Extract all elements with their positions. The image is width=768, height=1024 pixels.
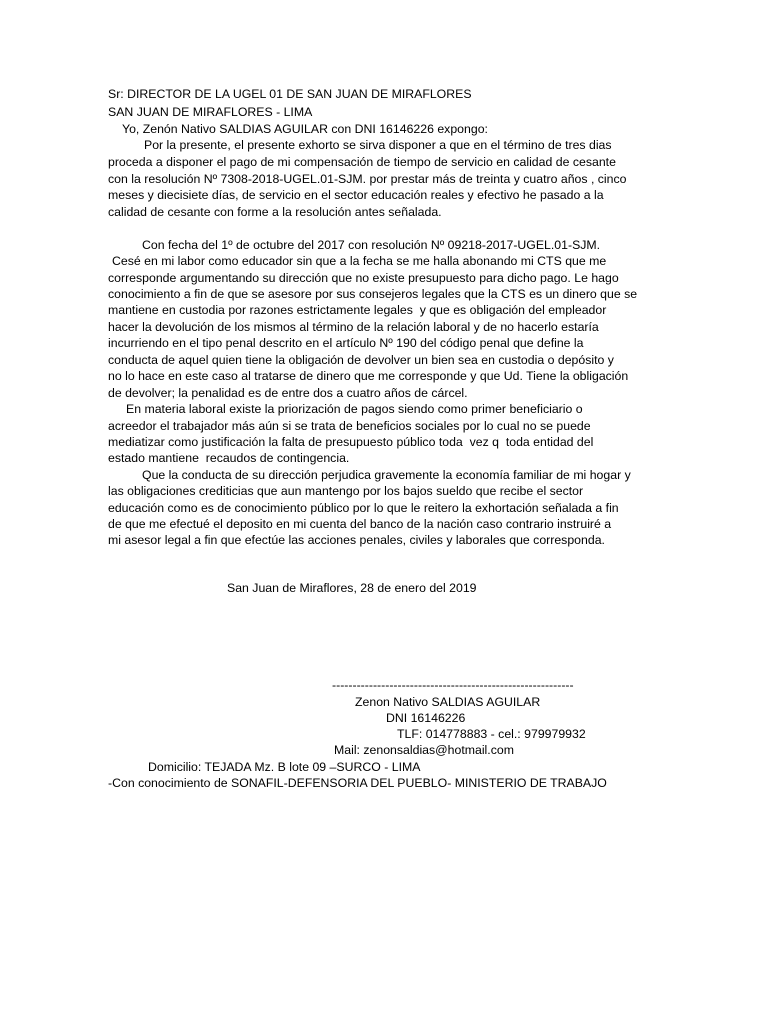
signer-address: Domicilio: TEJADA Mz. B lote 09 –SURCO - LIMA bbox=[148, 760, 421, 774]
paragraph-2-line: Con fecha del 1º de octubre del 2017 con resolución Nº 09218-2017-UGEL.01-SJM. bbox=[142, 238, 601, 252]
signer-email: Mail: zenonsaldias@hotmail.com bbox=[334, 743, 514, 757]
place-date: San Juan de Miraflores, 28 de enero del 2019 bbox=[227, 581, 477, 595]
paragraph-2-line: incurriendo en el tipo penal descrito en el artículo Nº 190 del código penal que define la bbox=[108, 336, 584, 350]
paragraph-3-line: estado mantiene recaudos de contingencia. bbox=[108, 451, 350, 465]
paragraph-2-line: corresponde argumentando su dirección que no existe presupuesto para dicho pago. Le hago bbox=[108, 271, 619, 285]
paragraph-4-line: mi asesor legal a fin que efectúe las acciones penales, civiles y laborales que corresponda. bbox=[108, 533, 605, 547]
paragraph-2-line: Cesé en mi labor como educador sin que a la fecha se me halla abonando mi CTS que me bbox=[112, 254, 607, 268]
signer-name: Zenon Nativo SALDIAS AGUILAR bbox=[355, 695, 541, 709]
paragraph-3-line: En materia laboral existe la priorización de pagos siendo como primer beneficiario o bbox=[126, 402, 583, 416]
signer-dni: DNI 16146226 bbox=[386, 711, 466, 725]
paragraph-2-line: hacer la devolución de los mismos al término de la relación laboral y de no hacerlo estaría bbox=[108, 320, 599, 334]
intro-line: Yo, Zenón Nativo SALDIAS AGUILAR con DNI 16146226 expongo: bbox=[122, 122, 488, 136]
signer-phone: TLF: 014778883 - cel.: 979979932 bbox=[397, 727, 586, 741]
paragraph-2-line: conducta de aquel quien tiene la obligación de devolver un bien sea en custodia o depósito y bbox=[108, 353, 614, 367]
paragraph-2-line: no lo hace en este caso al tratarse de dinero que me corresponde y que Ud. Tiene la obligación bbox=[108, 369, 629, 383]
paragraph-2-line: mantiene en custodia por razones estrictamente legales y que es obligación del empleador bbox=[108, 303, 607, 317]
copy-note: -Con conocimiento de SONAFIL-DEFENSORIA DEL PUEBLO- MINISTERIO DE TRABAJO bbox=[108, 776, 607, 790]
paragraph-3-line: mediatizar como justificación la falta de presupuesto público toda vez q toda entidad del bbox=[108, 435, 594, 449]
paragraph-4-line: Que la conducta de su dirección perjudica gravemente la economía familiar de mi hogar y bbox=[142, 468, 631, 482]
paragraph-1-line: meses y diecisiete días, de servicio en el sector educación reales y efectivo he pasado a la bbox=[108, 188, 604, 202]
paragraph-4-line: de que me efectué el deposito en mi cuenta del banco de la nación caso contrario instruiré a bbox=[108, 517, 612, 531]
paragraph-1-line: Por la presente, el presente exhorto se sirva disponer a que en el término de tres dias bbox=[144, 138, 612, 152]
paragraph-1-line: calidad de cesante con forme a la resolución antes señalada. bbox=[108, 205, 442, 219]
paragraph-4-line: educación como es de conocimiento público por lo que le reitero la exhortación señalada a fin bbox=[108, 501, 619, 515]
signature-line: ----------------------------------------------------------- bbox=[332, 678, 574, 692]
recipient-location: SAN JUAN DE MIRAFLORES - LIMA bbox=[108, 105, 313, 119]
paragraph-1-line: proceda a disponer el pago de mi compensación de tiempo de servicio en calidad de cesante bbox=[108, 155, 616, 169]
paragraph-2-line: de devolver; la penalidad es de entre dos a cuatro años de cárcel. bbox=[108, 386, 468, 400]
paragraph-4-line: las obligaciones crediticias que aun mantengo por los bajos sueldo que recibe el sector bbox=[108, 484, 584, 498]
recipient-line: Sr: DIRECTOR DE LA UGEL 01 DE SAN JUAN DE MIRAFLORES bbox=[108, 87, 472, 101]
paragraph-1-line: con la resolución Nº 7308-2018-UGEL.01-SJM. por prestar más de treinta y cuatro años , cinco bbox=[108, 172, 627, 186]
paragraph-3-line: acreedor el trabajador más aún si se trata de beneficios sociales por lo cual no se puede bbox=[108, 419, 591, 433]
paragraph-2-line: conocimiento a fin de que se asesore por sus consejeros legales que la CTS es un dinero que se bbox=[108, 287, 638, 301]
